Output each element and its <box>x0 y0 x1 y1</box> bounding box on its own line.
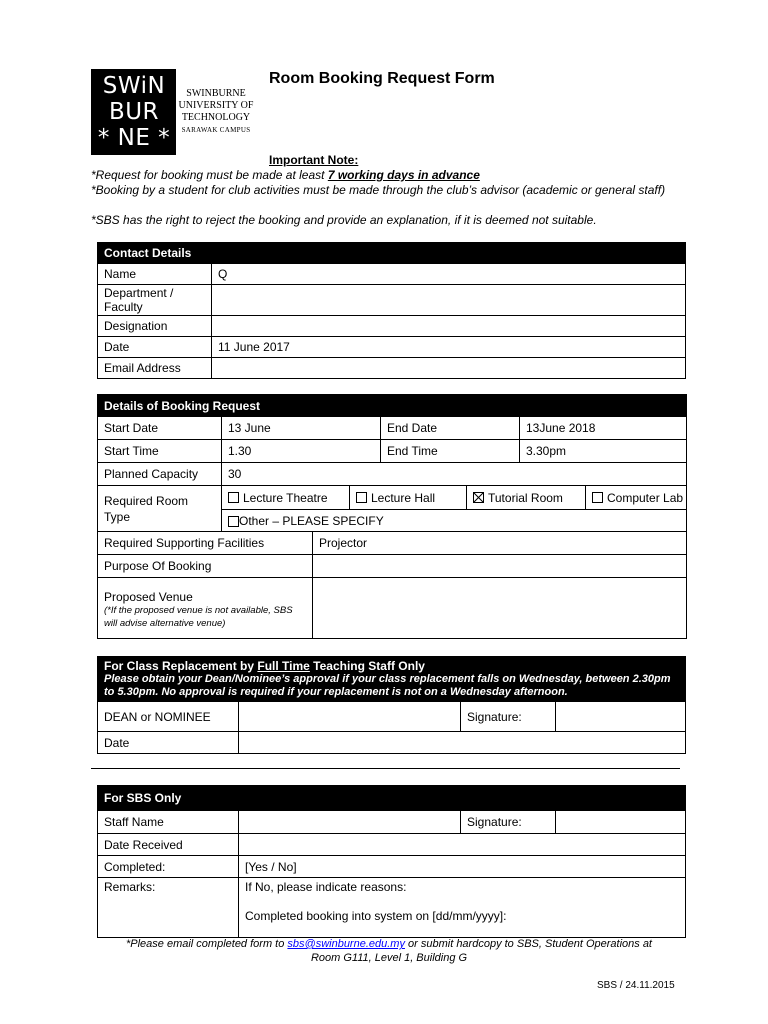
contact-details-table <box>97 242 686 379</box>
room-type-options <box>222 486 687 510</box>
field-label: Purpose Of Booking <box>98 555 313 578</box>
field-label: Date <box>98 732 239 754</box>
table-row <box>98 834 686 856</box>
logo-wordmark: SWiN BUR * NE * <box>97 73 171 151</box>
field-label: Start Time <box>98 440 222 463</box>
facilities-field[interactable]: Projector <box>313 532 687 555</box>
field-label: Planned Capacity <box>98 463 222 486</box>
document-reference: SBS / 24.11.2015 <box>597 980 675 991</box>
approval-date-field[interactable] <box>239 732 686 754</box>
table-row <box>98 417 687 440</box>
department-field[interactable] <box>212 285 686 316</box>
contact-details-header: Contact Details <box>98 243 686 264</box>
table-row <box>98 732 686 754</box>
sbs-email-link[interactable]: sbs@swinburne.edu.my <box>287 938 405 950</box>
checkbox-icon[interactable] <box>592 492 603 503</box>
field-label: Name <box>98 264 212 285</box>
table-row <box>98 532 687 555</box>
field-label: Signature: <box>461 702 556 732</box>
field-label: Required Supporting Facilities <box>98 532 313 555</box>
field-label: Designation <box>98 316 212 337</box>
class-replacement-header: For Class Replacement by Full Time Teaching Staff Only Please obtain your Dean/Nominee’s approval if your class replacement falls on Wednesday, between 2.30pm to 5.30pm. No approval is required if your replacement is not on a Wednesday afternoon. <box>98 657 686 702</box>
venue-note: (*If the proposed venue is not available, SBS will advise alternative venue) <box>104 605 293 629</box>
field-label: Department / Faculty <box>98 285 212 316</box>
table-row <box>98 285 686 316</box>
room-type-lecture-hall[interactable]: Lecture Hall <box>350 486 467 509</box>
field-label: Start Date <box>98 417 222 440</box>
table-row <box>98 337 686 358</box>
designation-field[interactable] <box>212 316 686 337</box>
table-row <box>98 358 686 379</box>
start-date-field[interactable]: 13 June <box>222 417 381 440</box>
end-time-field[interactable]: 3.30pm <box>520 440 687 463</box>
room-type-lecture-theatre[interactable]: Lecture Theatre <box>222 486 350 509</box>
field-label: Date <box>98 337 212 358</box>
field-label: Completed: <box>98 856 239 878</box>
name-field[interactable]: Q <box>212 264 686 285</box>
booking-request-table <box>97 394 687 639</box>
table-row <box>98 856 686 878</box>
field-label: DEAN or NOMINEE <box>98 702 239 732</box>
venue-label-cell: Proposed Venue (*If the proposed venue is not available, SBS will advise alternative venue) <box>98 578 313 639</box>
booking-request-header: Details of Booking Request <box>98 395 687 417</box>
field-label: Email Address <box>98 358 212 379</box>
field-label: End Time <box>381 440 520 463</box>
table-row <box>98 316 686 337</box>
checked-checkbox-icon[interactable] <box>473 492 484 503</box>
table-row <box>98 440 687 463</box>
class-replacement-note: Please obtain your Dean/Nominee’s approval if your class replacement falls on Wednesday, between 2.30pm to 5.30pm. No approval is required if your replacement is not on a Wednesday afternoon. <box>104 673 671 698</box>
dean-field[interactable] <box>239 702 461 732</box>
remarks-field[interactable]: If No, please indicate reasons: Completed booking into system on [dd/mm/yyyy]: <box>239 878 686 938</box>
table-row <box>98 578 687 639</box>
checkbox-icon[interactable] <box>356 492 367 503</box>
note-rejection: *SBS has the right to reject the booking and provide an explanation, if it is deemed not suitable. <box>91 213 597 227</box>
field-label: Signature: <box>461 811 556 834</box>
submission-note: *Please email completed form to sbs@swinburne.edu.my or submit hardcopy to SBS, Student Operations at Room G111, Level 1, Building G <box>125 938 652 964</box>
table-row <box>98 555 687 578</box>
form-title: Room Booking Request Form <box>269 70 495 87</box>
room-type-tutorial-room[interactable]: Tutorial Room <box>467 486 586 509</box>
room-type-computer-lab[interactable]: Computer Lab <box>586 486 686 509</box>
table-row <box>98 702 686 732</box>
table-row <box>98 264 686 285</box>
field-label: End Date <box>381 417 520 440</box>
purpose-field[interactable] <box>313 555 687 578</box>
staff-name-field[interactable] <box>239 811 461 834</box>
completed-field[interactable]: [Yes / No] <box>239 856 686 878</box>
class-replacement-table <box>97 656 686 754</box>
sbs-signature-field[interactable] <box>556 811 686 834</box>
checkbox-icon[interactable] <box>228 492 239 503</box>
note-advance-booking: *Request for booking must be made at least 7 working days in advance <box>91 168 480 182</box>
room-type-other[interactable]: Other – PLEASE SPECIFY <box>222 510 687 532</box>
note-club-booking: *Booking by a student for club activities must be made through the club’s advisor (academic or general staff) <box>91 183 666 197</box>
table-row <box>98 486 687 510</box>
end-date-field[interactable]: 13June 2018 <box>520 417 687 440</box>
swinburne-logo <box>91 69 259 155</box>
email-field[interactable] <box>212 358 686 379</box>
start-time-field[interactable]: 1.30 <box>222 440 381 463</box>
checkbox-icon[interactable] <box>228 516 239 527</box>
field-label: Required Room Type <box>98 486 222 532</box>
date-received-field[interactable] <box>239 834 686 856</box>
field-label: Staff Name <box>98 811 239 834</box>
sbs-only-header: For SBS Only <box>98 786 686 811</box>
table-row <box>98 878 686 938</box>
signature-field[interactable] <box>556 702 686 732</box>
divider-line <box>91 768 680 769</box>
capacity-field[interactable]: 30 <box>222 463 687 486</box>
date-field[interactable]: 11 June 2017 <box>212 337 686 358</box>
field-label: Date Received <box>98 834 239 856</box>
important-note-heading: Important Note: <box>269 153 359 167</box>
sbs-only-table <box>97 785 686 938</box>
field-label: Remarks: <box>98 878 239 938</box>
venue-field[interactable] <box>313 578 687 639</box>
logo-subtitle: SWINBURNE UNIVERSITY OF TECHNOLOGY SARAWAK CAMPUS <box>178 88 254 134</box>
table-row <box>98 463 687 486</box>
table-row <box>98 811 686 834</box>
